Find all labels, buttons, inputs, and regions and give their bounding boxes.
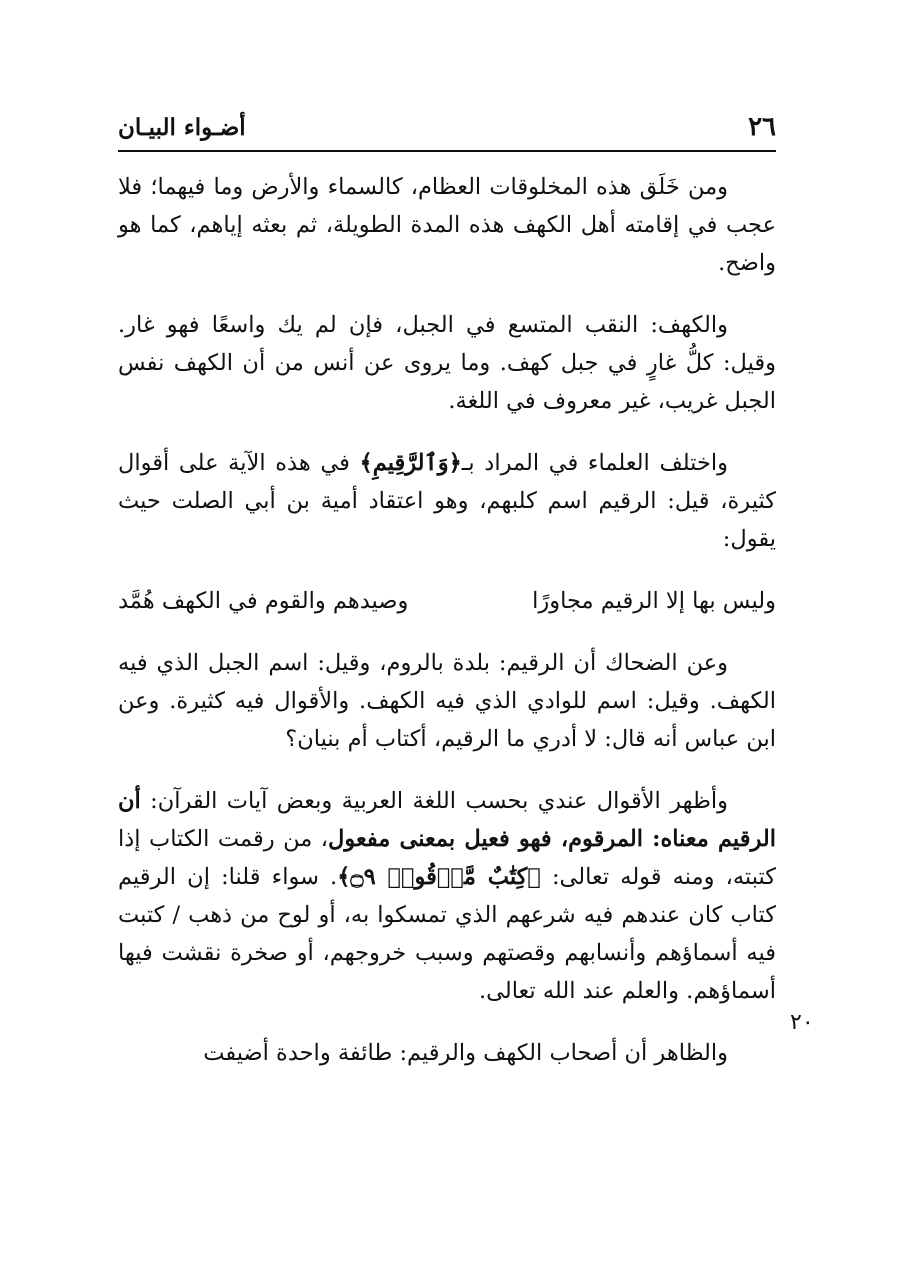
page-header [118,108,776,152]
paragraph-5-part-3: . سواء قلنا: إن الرقيم كتاب كان عندهم فيه شرعهم الذي تمسكوا به، أو لوح من ذهب / كتبت فيه أسماؤهم وأنسابهم وقصتهم وسبب خروجهم، أو صخرة نقشت فيها أسماؤهم. والعلم عند الله تعالى. [118,864,776,1004]
paragraph-3-before: واختلف العلماء في المراد بـ [461,450,729,476]
paragraph-5-part-1: وأظهر الأقوال عندي بحسب اللغة العربية وبعض آيات القرآن: [140,788,728,814]
paragraph-5-bold: أن الرقيم معناه: المرقوم، فهو فعيل بمعنى مفعول [118,788,776,852]
paragraph-5 [118,782,776,1010]
quran-quote-raqim: ﴿وَٱلرَّقِيمِ﴾ [359,450,462,476]
verse-second-hemistich: وصيدهم والقوم في الكهف هُمَّد [118,588,409,614]
verse-first-hemistich: وليس بها إلا الرقيم مجاورًا [532,588,776,614]
poetry-verse [118,582,776,620]
margin-page-reference: ٢٠ [790,1010,814,1035]
page-number: ٢٦ [748,112,776,142]
paragraph-3 [118,444,776,558]
paragraph-4: وعن الضحاك أن الرقيم: بلدة بالروم، وقيل: اسم الجبل الذي فيه الكهف. وقيل: اسم للوادي الذي فيه الكهف. والأقوال فيه كثيرة. وعن ابن عباس أنه قال: لا أدري ما الرقيم، أكتاب أم بنيان؟ [118,650,776,752]
book-title: أضـواء البيـان [118,114,246,141]
body-text [118,168,776,1096]
paragraph-6: والظاهر أن أصحاب الكهف والرقيم: طائفة واحدة أضيفت [203,1040,728,1066]
paragraph-5-part-2: ، من رقمت الكتاب إذا كتبته، ومنه قوله تعالى: [118,826,776,890]
quran-quote-marqum: ﴿كِتَٰبٌ مَّرۡقُومٞ ۝٩﴾ [337,864,541,890]
paragraph-2: والكهف: النقب المتسع في الجبل، فإن لم يك واسعًا فهو غار. وقيل: كلُّ غارٍ في جبل كهف. وما يروى عن أنس من أن الكهف نفس الجبل غريب، غير معروف في اللغة. [118,312,776,414]
paragraph-3-after: في هذه الآية على أقوال كثيرة، قيل: الرقيم اسم كلبهم، وهو اعتقاد أمية بن أبي الصلت حيث يقول: [118,450,776,552]
paragraph-1: ومن خَلَق هذه المخلوقات العظام، كالسماء والأرض وما فيهما؛ فلا عجب في إقامته أهل الكهف هذه المدة الطويلة، ثم بعثه إياهم، كما هو واضح. [118,174,776,276]
